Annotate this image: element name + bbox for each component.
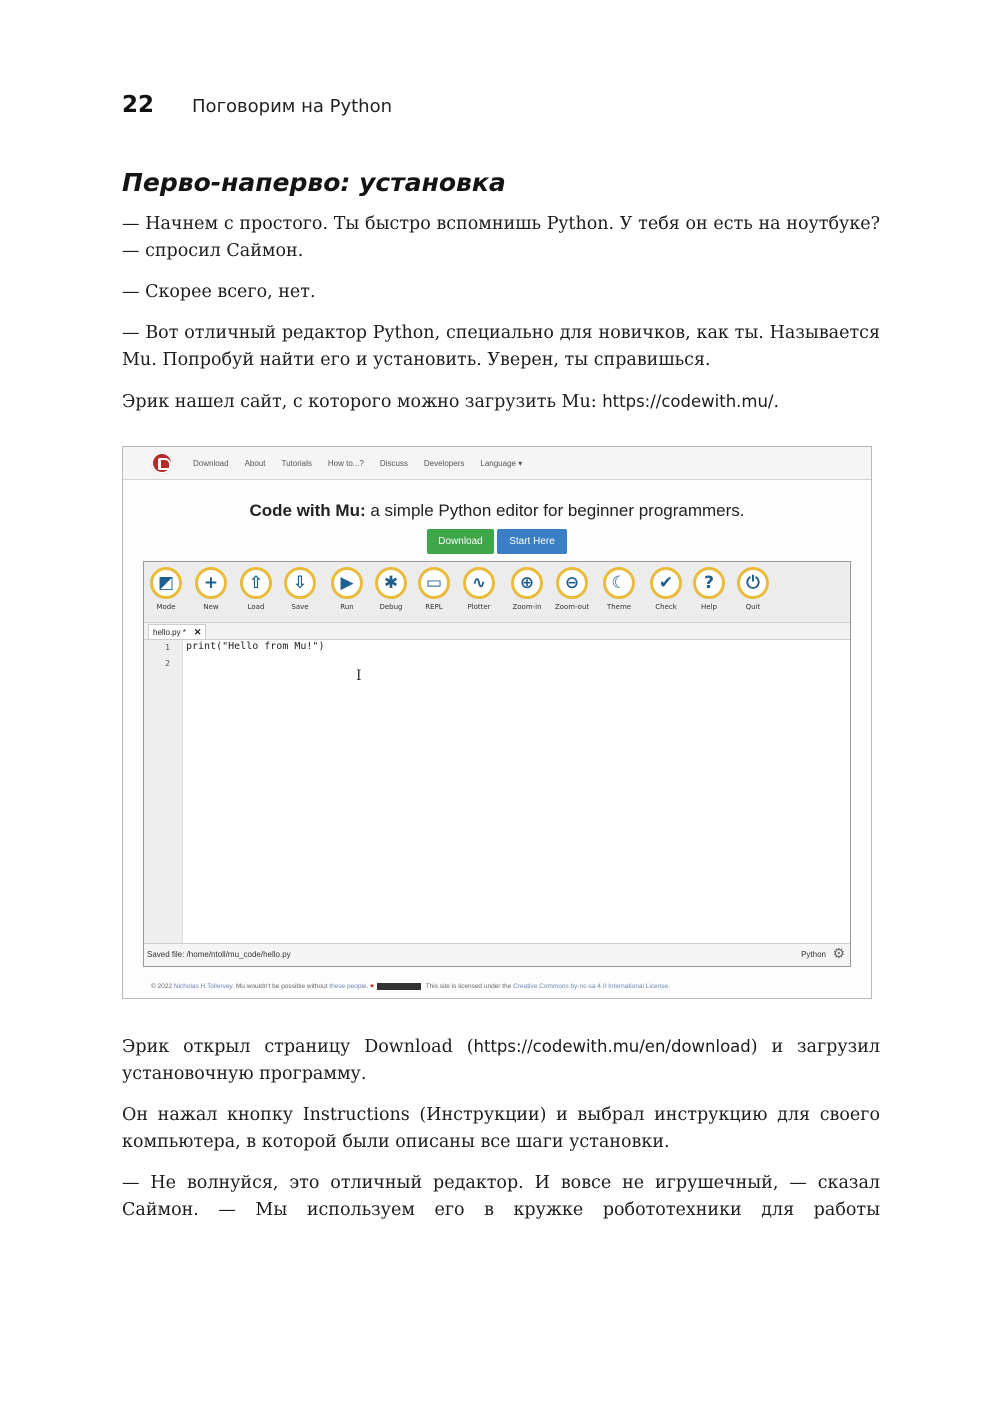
- load-button[interactable]: ⇧ Load: [234, 567, 278, 611]
- download-icon: ⇩: [284, 567, 316, 599]
- theme-button[interactable]: ☾ Theme: [597, 567, 641, 611]
- people-link[interactable]: these people: [329, 983, 367, 991]
- new-button[interactable]: + New: [189, 567, 233, 611]
- download-url-link[interactable]: https://codewith.mu/en/download: [473, 1037, 751, 1056]
- close-icon[interactable]: ✕: [193, 626, 202, 637]
- upload-icon: ⇧: [240, 567, 272, 599]
- heart-icon: ♥: [370, 983, 374, 991]
- section-title: Перво-наперво: установка: [122, 168, 506, 197]
- debug-button[interactable]: ✱ Debug: [369, 567, 413, 611]
- plus-icon: +: [195, 567, 227, 599]
- mode-status: Python: [801, 950, 826, 959]
- tab-hello-py[interactable]: [148, 624, 206, 639]
- license-link[interactable]: Creative Commons by-nc-sa 4.0 International License: [513, 983, 669, 991]
- nav-language[interactable]: Language ▾: [480, 458, 523, 468]
- paragraph: — Не волнуйся, это отличный редактор. И вовсе не игрушечный, — сказал Саймон. — Мы используем его в кружке робототехники для работы: [122, 1173, 880, 1220]
- thumbs-up-icon: ✔: [650, 567, 682, 599]
- paragraph: — Начнем с простого. Ты быстро вспомнишь Python. У тебя он есть на ноутбуке? — спросил Саймон.: [122, 214, 880, 261]
- paragraph-site: Эрик нашел сайт, с которого можно загрузить Mu: https://codewith.mu/.: [122, 392, 780, 412]
- author-link[interactable]: Nicholas H.Tollervey: [173, 983, 233, 991]
- repl-button[interactable]: ▭ REPL: [412, 567, 456, 611]
- nav-about[interactable]: About: [244, 458, 266, 468]
- zoom-in-button[interactable]: ⊕ Zoom-in: [505, 567, 549, 611]
- question-icon: ?: [693, 567, 725, 599]
- moon-icon: ☾: [603, 567, 635, 599]
- gear-icon[interactable]: ⚙: [832, 946, 845, 962]
- power-icon: ⏻: [737, 567, 769, 599]
- mode-icon: ◩: [150, 567, 182, 599]
- top-text-block: [122, 211, 880, 430]
- run-button[interactable]: ▶ Run: [325, 567, 369, 611]
- quit-button[interactable]: ⏻ Quit: [731, 567, 775, 611]
- text-cursor-icon: I: [356, 668, 362, 684]
- zoom-in-icon: ⊕: [511, 567, 543, 599]
- save-button[interactable]: ⇩ Save: [278, 567, 322, 611]
- paragraph: Он нажал кнопку Instructions (Инструкции) и выбрал инструкцию для своего компьютера, в которой были описаны все шаги установки.: [122, 1105, 880, 1152]
- paragraph: — Вот отличный редактор Python, специально для новичков, как ты. Называется Mu. Попробуй найти его и установить. Уверен, ты справишься.: [122, 323, 880, 370]
- download-button[interactable]: Download: [427, 529, 494, 554]
- mu-website-screenshot: [122, 446, 872, 999]
- paragraph-download: Эрик открыл страницу Download (https://codewith.mu/en/download) и загрузил установочную программу.: [122, 1037, 880, 1084]
- play-icon: ▶: [331, 567, 363, 599]
- paragraph: — Скорее всего, нет.: [122, 282, 316, 302]
- nav-how-to[interactable]: How to...?: [327, 458, 364, 468]
- check-button[interactable]: ✔ Check: [644, 567, 688, 611]
- running-title: Поговорим на Python: [192, 96, 392, 117]
- editor-tabbar: [144, 623, 850, 640]
- editor-toolbar: [144, 562, 850, 623]
- saved-file-status: Saved file: /home/ntoll/mu_code/hello.py: [147, 950, 291, 959]
- cc-license-badge-icon[interactable]: [377, 983, 421, 990]
- status-bar: [144, 943, 850, 966]
- zoom-out-button[interactable]: ⊖ Zoom-out: [550, 567, 594, 611]
- mode-button[interactable]: ◩ Mode: [144, 567, 188, 611]
- keyboard-icon: ▭: [418, 567, 450, 599]
- mu-editor-window: [143, 561, 851, 967]
- plotter-button[interactable]: ∿ Plotter: [457, 567, 501, 611]
- code-editor-text[interactable]: print("Hello from Mu!"): [186, 641, 325, 652]
- hero-title: Code with Mu: a simple Python editor for beginner programmers.: [249, 501, 745, 520]
- site-footer: © 2022 Nicholas H.Tollervey. Mu wouldn't be possible without these people. ♥ This site is licensed under the Creative Commons by-nc-sa 4.0 International License.: [151, 983, 670, 991]
- nav-discuss[interactable]: Discuss: [379, 458, 408, 468]
- bug-icon: ✱: [375, 567, 407, 599]
- zoom-out-icon: ⊖: [556, 567, 588, 599]
- page-header: [122, 92, 392, 118]
- pulse-icon: ∿: [463, 567, 495, 599]
- mu-logo-icon[interactable]: [151, 452, 173, 474]
- line-number-gutter: [144, 640, 183, 944]
- site-url-link[interactable]: https://codewith.mu/: [602, 392, 774, 411]
- nav-download[interactable]: Download: [193, 458, 229, 468]
- line-number: 2: [165, 659, 170, 668]
- page-number: 22: [122, 92, 155, 118]
- help-button[interactable]: ? Help: [687, 567, 731, 611]
- line-number: 1: [165, 643, 170, 652]
- site-nav: [123, 447, 871, 480]
- tab-label: hello.py *: [153, 627, 186, 637]
- bottom-text-block: [122, 1033, 880, 1238]
- nav-developers[interactable]: Developers: [423, 458, 465, 468]
- start-here-button[interactable]: Start Here: [497, 529, 567, 554]
- nav-tutorials[interactable]: Tutorials: [281, 458, 312, 468]
